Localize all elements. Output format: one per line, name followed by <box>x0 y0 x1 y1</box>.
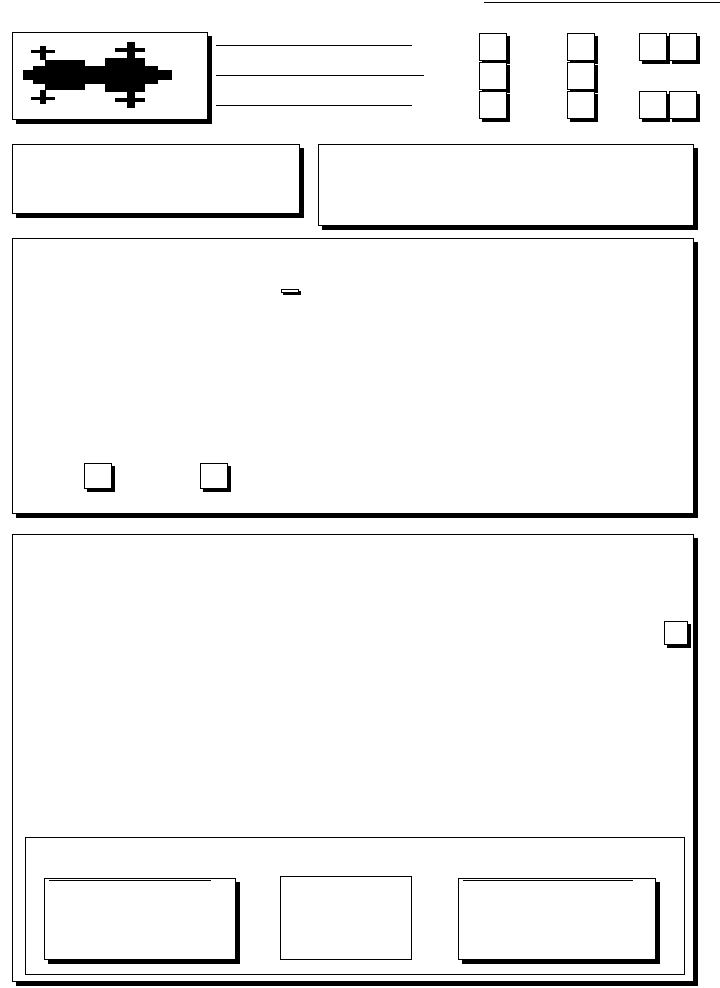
surface-box <box>12 238 694 514</box>
ship-silhouette-box <box>12 32 208 120</box>
passive-value <box>200 463 228 489</box>
xray-title <box>49 880 211 881</box>
profile-radial-value <box>639 91 667 119</box>
power-plant-box <box>318 144 694 226</box>
hull-hits-box <box>12 144 300 214</box>
critical-hits-box <box>12 534 694 982</box>
profile-lateral-value <box>669 91 697 119</box>
reflect-radial-value <box>639 33 667 61</box>
active-value <box>84 463 112 489</box>
bow-arrow-label <box>281 289 299 293</box>
targetting-value <box>479 91 507 119</box>
crew-comfort-value <box>664 621 688 645</box>
movement-value <box>479 33 507 61</box>
armor-value <box>567 91 595 119</box>
crew-quality-value <box>479 62 507 90</box>
wiskey-box <box>458 878 656 960</box>
screens-value <box>567 62 595 90</box>
radiated-value <box>567 33 595 61</box>
ordnance-box <box>25 837 685 975</box>
ship-silhouette-icon <box>15 36 185 116</box>
revised-by <box>484 2 720 3</box>
xray-box <box>44 878 236 960</box>
wiskey-title <box>463 880 633 881</box>
reflect-lateral-value <box>669 33 697 61</box>
fighter-note-box <box>280 876 412 960</box>
